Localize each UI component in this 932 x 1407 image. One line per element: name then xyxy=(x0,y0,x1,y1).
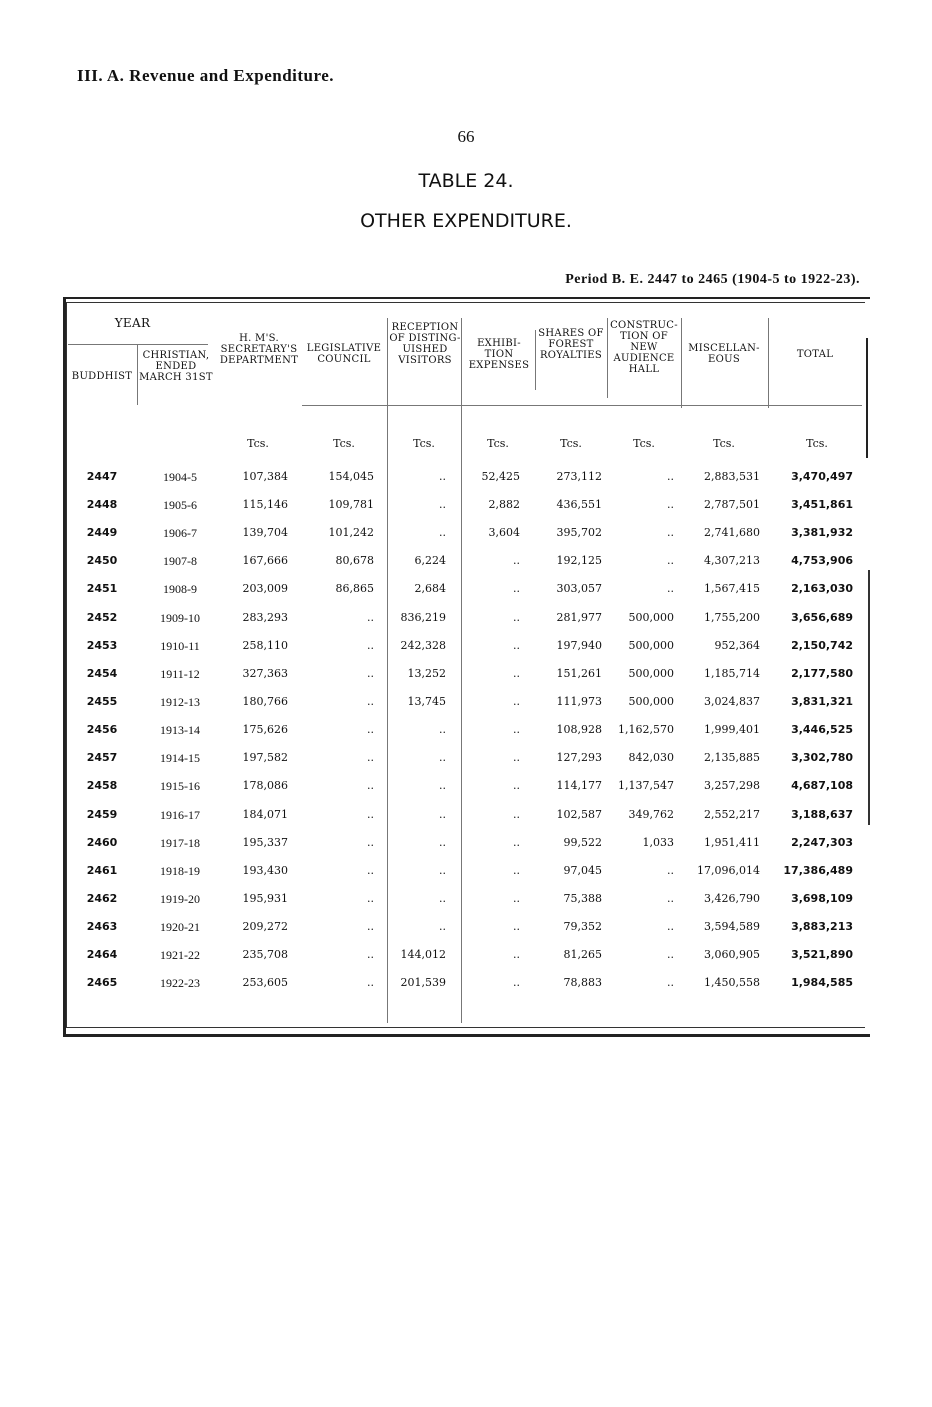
cell-buddhist: 2456 xyxy=(86,723,118,736)
cell-total: 3,470,497 xyxy=(791,470,853,483)
cell-total: 1,984,585 xyxy=(791,976,853,989)
table-row xyxy=(70,498,865,526)
cell-misc: 2,787,501 xyxy=(704,498,760,511)
cell-buddhist: 2448 xyxy=(86,498,118,511)
cell-legislative: .. xyxy=(367,667,374,680)
cell-total: 3,883,213 xyxy=(791,920,853,933)
header-secretary: H. M'S. SECRETARY'S DEPARTMENT xyxy=(219,333,299,366)
cell-reception: 144,012 xyxy=(400,948,446,961)
table-row xyxy=(70,611,865,639)
cell-reception: .. xyxy=(439,470,446,483)
cell-legislative: .. xyxy=(367,976,374,989)
table-row xyxy=(70,667,865,695)
cell-buddhist: 2457 xyxy=(86,751,118,764)
cell-forest: 102,587 xyxy=(556,808,602,821)
section-title: III. A. Revenue and Expenditure. xyxy=(77,66,335,85)
cell-reception: 242,328 xyxy=(400,639,446,652)
cell-total: 17,386,489 xyxy=(783,864,853,877)
cell-reception: 836,219 xyxy=(400,611,446,624)
cell-christian: 1921-22 xyxy=(160,948,200,962)
table-row xyxy=(70,864,865,892)
cell-christian: 1919-20 xyxy=(160,892,200,906)
header-year: YEAR xyxy=(114,316,151,330)
cell-exhibition: 3,604 xyxy=(488,526,520,539)
cell-legislative: .. xyxy=(367,751,374,764)
cell-legislative: 154,045 xyxy=(328,470,374,483)
table-row xyxy=(70,695,865,723)
cell-construction: .. xyxy=(667,470,674,483)
cell-misc: 17,096,014 xyxy=(697,864,760,877)
cell-total: 3,188,637 xyxy=(791,808,853,821)
cell-exhibition: .. xyxy=(513,808,520,821)
cell-reception: .. xyxy=(439,920,446,933)
table-row xyxy=(70,976,865,1004)
cell-construction: .. xyxy=(667,920,674,933)
cell-secretary: 197,582 xyxy=(242,751,288,764)
cell-reception: .. xyxy=(439,836,446,849)
table-row xyxy=(70,779,865,807)
cell-christian: 1918-19 xyxy=(160,864,200,878)
cell-forest: 75,388 xyxy=(563,892,602,905)
cell-total: 3,831,321 xyxy=(791,695,853,708)
cell-misc: 1,999,401 xyxy=(704,723,760,736)
cell-christian: 1909-10 xyxy=(160,611,200,625)
cell-forest: 108,928 xyxy=(556,723,602,736)
header-forest: SHARES OF FOREST ROYALTIES xyxy=(538,328,604,361)
cell-forest: 127,293 xyxy=(556,751,602,764)
cell-total: 4,687,108 xyxy=(791,779,853,792)
cell-misc: 3,426,790 xyxy=(704,892,760,905)
cell-secretary: 193,430 xyxy=(242,864,288,877)
cell-total: 2,177,580 xyxy=(791,667,853,680)
cell-buddhist: 2450 xyxy=(86,554,118,567)
unit-label: Tcs. xyxy=(713,437,735,450)
cell-construction: 500,000 xyxy=(628,639,674,652)
cell-construction: .. xyxy=(667,526,674,539)
cell-buddhist: 2451 xyxy=(86,582,118,595)
unit-label: Tcs. xyxy=(560,437,582,450)
cell-misc: 1,755,200 xyxy=(704,611,760,624)
cell-total: 2,163,030 xyxy=(791,582,853,595)
table-title: TABLE 24. xyxy=(418,170,514,192)
cell-misc: 3,024,837 xyxy=(704,695,760,708)
cell-reception: 2,684 xyxy=(414,582,446,595)
cell-christian: 1910-11 xyxy=(160,639,200,653)
cell-total: 2,150,742 xyxy=(791,639,853,652)
cell-secretary: 195,931 xyxy=(242,892,288,905)
cell-christian: 1911-12 xyxy=(160,667,200,681)
cell-misc: 4,307,213 xyxy=(704,554,760,567)
cell-christian: 1904-5 xyxy=(163,470,197,484)
cell-forest: 197,940 xyxy=(556,639,602,652)
cell-forest: 111,973 xyxy=(556,695,602,708)
page-number: 66 xyxy=(457,127,475,146)
cell-construction: .. xyxy=(667,948,674,961)
cell-legislative: .. xyxy=(367,723,374,736)
cell-construction: .. xyxy=(667,976,674,989)
cell-forest: 99,522 xyxy=(563,836,602,849)
cell-legislative: .. xyxy=(367,920,374,933)
cell-buddhist: 2461 xyxy=(86,864,118,877)
period-label: Period B. E. 2447 to 2465 (1904-5 to 1922-23). xyxy=(565,272,860,287)
cell-reception: 13,252 xyxy=(407,667,446,680)
table-row xyxy=(70,920,865,948)
cell-total: 3,381,932 xyxy=(791,526,853,539)
cell-forest: 395,702 xyxy=(556,526,602,539)
table-row xyxy=(70,554,865,582)
header-total: TOTAL xyxy=(796,349,834,360)
table-right-rule xyxy=(866,338,868,458)
cell-exhibition: .. xyxy=(513,892,520,905)
cell-legislative: .. xyxy=(367,779,374,792)
cell-secretary: 235,708 xyxy=(242,948,288,961)
cell-buddhist: 2462 xyxy=(86,892,118,905)
cell-reception: .. xyxy=(439,498,446,511)
cell-christian: 1905-6 xyxy=(163,498,197,512)
cell-legislative: 80,678 xyxy=(335,554,374,567)
cell-legislative: .. xyxy=(367,639,374,652)
cell-secretary: 167,666 xyxy=(242,554,288,567)
cell-secretary: 180,766 xyxy=(242,695,288,708)
cell-total: 2,247,303 xyxy=(791,836,853,849)
cell-exhibition: .. xyxy=(513,751,520,764)
cell-construction: 500,000 xyxy=(628,611,674,624)
cell-legislative: .. xyxy=(367,695,374,708)
unit-label: Tcs. xyxy=(413,437,435,450)
cell-misc: 2,741,680 xyxy=(704,526,760,539)
cell-construction: 842,030 xyxy=(628,751,674,764)
cell-misc: 3,257,298 xyxy=(704,779,760,792)
unit-label: Tcs. xyxy=(806,437,828,450)
cell-total: 4,753,906 xyxy=(791,554,853,567)
table-row xyxy=(70,470,865,498)
unit-label: Tcs. xyxy=(333,437,355,450)
cell-exhibition: .. xyxy=(513,976,520,989)
cell-buddhist: 2460 xyxy=(86,836,118,849)
cell-secretary: 283,293 xyxy=(242,611,288,624)
cell-buddhist: 2452 xyxy=(86,611,118,624)
header-legislative: LEGISLATIVE COUNCIL xyxy=(306,343,382,365)
cell-secretary: 175,626 xyxy=(242,723,288,736)
cell-total: 3,698,109 xyxy=(791,892,853,905)
cell-misc: 3,594,589 xyxy=(704,920,760,933)
cell-construction: 1,033 xyxy=(642,836,674,849)
cell-construction: 1,137,547 xyxy=(618,779,674,792)
cell-forest: 273,112 xyxy=(556,470,602,483)
cell-legislative: .. xyxy=(367,864,374,877)
cell-construction: .. xyxy=(667,498,674,511)
cell-forest: 97,045 xyxy=(563,864,602,877)
cell-reception: 6,224 xyxy=(414,554,446,567)
cell-forest: 151,261 xyxy=(556,667,602,680)
cell-secretary: 209,272 xyxy=(242,920,288,933)
cell-total: 3,656,689 xyxy=(791,611,853,624)
cell-misc: 952,364 xyxy=(714,639,760,652)
cell-reception: 201,539 xyxy=(400,976,446,989)
header-construction: CONSTRUC-TION OF NEW AUDIENCE HALL xyxy=(610,320,678,375)
unit-label: Tcs. xyxy=(633,437,655,450)
cell-construction: .. xyxy=(667,582,674,595)
cell-legislative: 109,781 xyxy=(328,498,374,511)
header-reception: RECEPTION OF DISTING-UISHED VISITORS xyxy=(389,322,461,366)
cell-exhibition: 2,882 xyxy=(488,498,520,511)
cell-reception: .. xyxy=(439,892,446,905)
cell-construction: .. xyxy=(667,554,674,567)
cell-christian: 1913-14 xyxy=(160,723,200,737)
unit-label: Tcs. xyxy=(487,437,509,450)
cell-construction: .. xyxy=(667,864,674,877)
cell-christian: 1922-23 xyxy=(160,976,200,990)
cell-forest: 436,551 xyxy=(556,498,602,511)
cell-buddhist: 2455 xyxy=(86,695,118,708)
cell-buddhist: 2454 xyxy=(86,667,118,680)
cell-exhibition: .. xyxy=(513,836,520,849)
cell-misc: 2,135,885 xyxy=(704,751,760,764)
cell-construction: .. xyxy=(667,892,674,905)
header-buddhist: BUDDHIST xyxy=(71,371,133,382)
cell-forest: 192,125 xyxy=(556,554,602,567)
cell-christian: 1914-15 xyxy=(160,751,200,765)
header-exhibition: EXHIBI-TION EXPENSES xyxy=(468,338,530,371)
table-row xyxy=(70,639,865,667)
column-rule xyxy=(607,318,608,398)
unit-label: Tcs. xyxy=(247,437,269,450)
cell-secretary: 139,704 xyxy=(242,526,288,539)
table-row xyxy=(70,808,865,836)
cell-secretary: 327,363 xyxy=(242,667,288,680)
cell-forest: 78,883 xyxy=(563,976,602,989)
cell-secretary: 195,337 xyxy=(242,836,288,849)
cell-reception: 13,745 xyxy=(407,695,446,708)
cell-buddhist: 2465 xyxy=(86,976,118,989)
cell-christian: 1907-8 xyxy=(163,554,197,568)
cell-christian: 1920-21 xyxy=(160,920,200,934)
column-rule xyxy=(681,318,682,408)
cell-exhibition: .. xyxy=(513,554,520,567)
table-right-rule xyxy=(868,570,870,825)
cell-misc: 3,060,905 xyxy=(704,948,760,961)
cell-legislative: .. xyxy=(367,892,374,905)
cell-legislative: .. xyxy=(367,948,374,961)
cell-secretary: 115,146 xyxy=(242,498,288,511)
cell-reception: .. xyxy=(439,779,446,792)
cell-total: 3,521,890 xyxy=(791,948,853,961)
cell-legislative: .. xyxy=(367,611,374,624)
cell-christian: 1906-7 xyxy=(163,526,197,540)
cell-reception: .. xyxy=(439,808,446,821)
cell-total: 3,302,780 xyxy=(791,751,853,764)
cell-misc: 2,883,531 xyxy=(704,470,760,483)
cell-buddhist: 2453 xyxy=(86,639,118,652)
cell-christian: 1912-13 xyxy=(160,695,200,709)
header-misc: MISCELLAN-EOUS xyxy=(688,343,760,365)
cell-exhibition: .. xyxy=(513,695,520,708)
cell-reception: .. xyxy=(439,864,446,877)
column-rule xyxy=(535,330,536,390)
table-subtitle: OTHER EXPENDITURE. xyxy=(360,210,572,232)
cell-construction: 349,762 xyxy=(628,808,674,821)
cell-misc: 2,552,217 xyxy=(704,808,760,821)
cell-secretary: 258,110 xyxy=(242,639,288,652)
cell-forest: 79,352 xyxy=(563,920,602,933)
table-row xyxy=(70,948,865,976)
cell-buddhist: 2458 xyxy=(86,779,118,792)
cell-total: 3,451,861 xyxy=(791,498,853,511)
cell-exhibition: .. xyxy=(513,667,520,680)
column-rule xyxy=(137,345,138,405)
table-row xyxy=(70,723,865,751)
cell-exhibition: .. xyxy=(513,864,520,877)
cell-exhibition: .. xyxy=(513,639,520,652)
cell-buddhist: 2449 xyxy=(86,526,118,539)
header-christian: CHRISTIAN, ENDED MARCH 31ST xyxy=(139,350,213,383)
cell-forest: 303,057 xyxy=(556,582,602,595)
cell-christian: 1915-16 xyxy=(160,779,200,793)
cell-secretary: 253,605 xyxy=(242,976,288,989)
cell-misc: 1,567,415 xyxy=(704,582,760,595)
cell-secretary: 203,009 xyxy=(242,582,288,595)
cell-misc: 1,951,411 xyxy=(704,836,760,849)
cell-reception: .. xyxy=(439,751,446,764)
cell-construction: 500,000 xyxy=(628,695,674,708)
cell-buddhist: 2459 xyxy=(86,808,118,821)
table-row xyxy=(70,526,865,554)
cell-christian: 1917-18 xyxy=(160,836,200,850)
cell-secretary: 178,086 xyxy=(242,779,288,792)
cell-exhibition: .. xyxy=(513,723,520,736)
cell-forest: 114,177 xyxy=(556,779,602,792)
cell-exhibition: .. xyxy=(513,920,520,933)
cell-total: 3,446,525 xyxy=(791,723,853,736)
cell-misc: 1,185,714 xyxy=(704,667,760,680)
cell-construction: 1,162,570 xyxy=(618,723,674,736)
cell-legislative: .. xyxy=(367,808,374,821)
cell-legislative: .. xyxy=(367,836,374,849)
cell-exhibition: .. xyxy=(513,582,520,595)
table-row xyxy=(70,751,865,779)
cell-construction: 500,000 xyxy=(628,667,674,680)
table-row xyxy=(70,892,865,920)
cell-exhibition: 52,425 xyxy=(481,470,520,483)
cell-legislative: 101,242 xyxy=(328,526,374,539)
column-rule xyxy=(768,318,769,408)
cell-buddhist: 2463 xyxy=(86,920,118,933)
divider xyxy=(302,405,862,406)
cell-buddhist: 2464 xyxy=(86,948,118,961)
cell-forest: 81,265 xyxy=(563,948,602,961)
divider xyxy=(68,344,208,345)
cell-reception: .. xyxy=(439,526,446,539)
cell-exhibition: .. xyxy=(513,948,520,961)
cell-reception: .. xyxy=(439,723,446,736)
cell-forest: 281,977 xyxy=(556,611,602,624)
cell-exhibition: .. xyxy=(513,779,520,792)
table-row xyxy=(70,582,865,610)
cell-christian: 1908-9 xyxy=(163,582,197,596)
cell-christian: 1916-17 xyxy=(160,808,200,822)
cell-exhibition: .. xyxy=(513,611,520,624)
cell-misc: 1,450,558 xyxy=(704,976,760,989)
cell-secretary: 107,384 xyxy=(242,470,288,483)
table-row xyxy=(70,836,865,864)
cell-buddhist: 2447 xyxy=(86,470,118,483)
cell-secretary: 184,071 xyxy=(242,808,288,821)
cell-legislative: 86,865 xyxy=(335,582,374,595)
